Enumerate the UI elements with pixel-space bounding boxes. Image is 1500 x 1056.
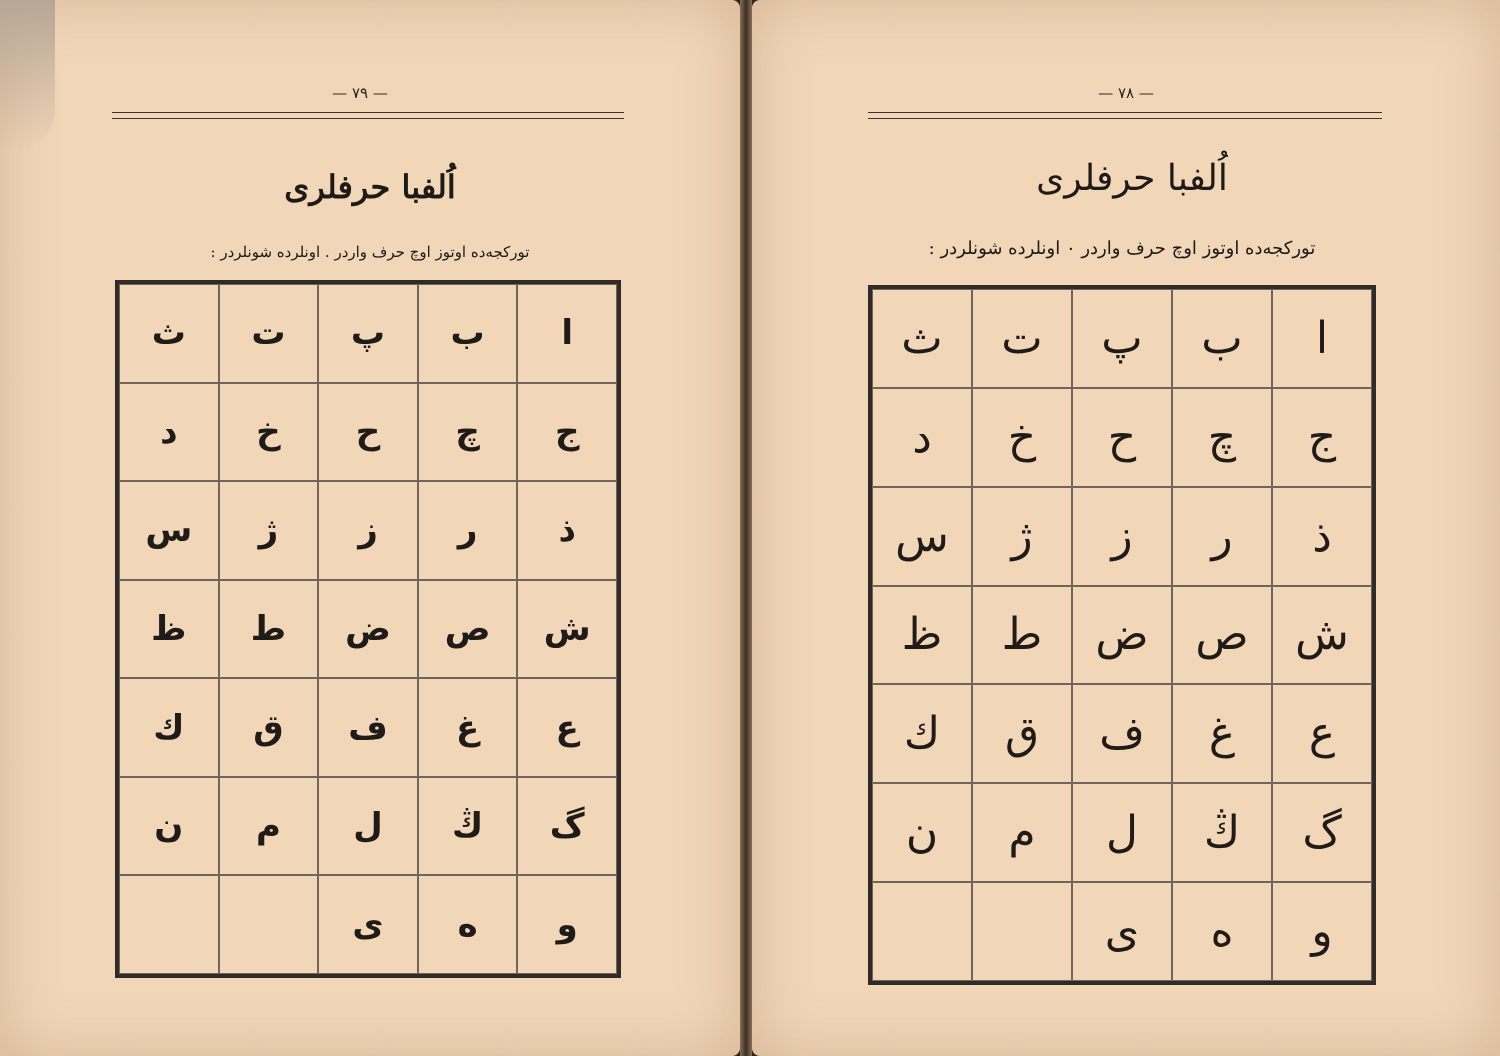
- letter-cell: ل: [318, 777, 418, 876]
- letter-cell: د: [119, 383, 219, 482]
- letter-cell: خ: [972, 388, 1072, 487]
- empty-cell: [119, 875, 219, 974]
- letter-cell: ه: [1172, 882, 1272, 981]
- letter-cell: و: [1272, 882, 1372, 981]
- page-subtitle: تورکجه‌ده اوتوز اوچ حرف واردر ۰ اونلرده شونلردر :: [928, 238, 1316, 259]
- letter-cell: ث: [872, 289, 972, 388]
- letter-cell: خ: [219, 383, 319, 482]
- alphabet-table: [868, 285, 1376, 985]
- letter-cell: م: [219, 777, 319, 876]
- letter-cell: ع: [1272, 684, 1372, 783]
- letter-cell: ح: [318, 383, 418, 482]
- header-rule: [868, 112, 1382, 119]
- letter-cell: س: [872, 487, 972, 586]
- letter-cell: ث: [119, 284, 219, 383]
- alphabet-table: [115, 280, 621, 978]
- letter-cell: ص: [1172, 586, 1272, 685]
- letter-cell: ر: [418, 481, 518, 580]
- letter-cell: ز: [1072, 487, 1172, 586]
- letter-cell: ز: [318, 481, 418, 580]
- letter-cell: ش: [1272, 586, 1372, 685]
- letter-cell: ظ: [119, 580, 219, 679]
- letter-cell: ج: [517, 383, 617, 482]
- worn-corner: [0, 0, 55, 150]
- letter-cell: ج: [1272, 388, 1372, 487]
- letter-cell: ف: [1072, 684, 1172, 783]
- letter-cell: ر: [1172, 487, 1272, 586]
- letter-cell: پ: [1072, 289, 1172, 388]
- letter-cell: ق: [972, 684, 1072, 783]
- letter-cell: غ: [418, 678, 518, 777]
- right-page: [752, 0, 1500, 1056]
- letter-cell: د: [872, 388, 972, 487]
- page-number: — ٧٩ —: [332, 84, 388, 102]
- letter-cell: ه: [418, 875, 518, 974]
- letter-cell: گ: [1272, 783, 1372, 882]
- letter-cell: ذ: [1272, 487, 1372, 586]
- letter-cell: ق: [219, 678, 319, 777]
- letter-cell: ت: [219, 284, 319, 383]
- left-page: [0, 0, 740, 1056]
- letter-cell: ی: [318, 875, 418, 974]
- letter-cell: م: [972, 783, 1072, 882]
- letter-cell: ط: [219, 580, 319, 679]
- letter-cell: س: [119, 481, 219, 580]
- letter-cell: گ: [517, 777, 617, 876]
- letter-cell: ژ: [219, 481, 319, 580]
- letter-cell: چ: [1172, 388, 1272, 487]
- letter-cell: پ: [318, 284, 418, 383]
- letter-cell: ژ: [972, 487, 1072, 586]
- letter-cell: ب: [1172, 289, 1272, 388]
- letter-cell: غ: [1172, 684, 1272, 783]
- letter-cell: چ: [418, 383, 518, 482]
- letter-cell: ح: [1072, 388, 1172, 487]
- page-title: اُلفبا حرفلری: [1036, 158, 1228, 199]
- letter-cell: ب: [418, 284, 518, 383]
- empty-cell: [872, 882, 972, 981]
- letter-cell: ت: [972, 289, 1072, 388]
- letter-cell: ن: [872, 783, 972, 882]
- letter-cell: ش: [517, 580, 617, 679]
- letter-cell: ص: [418, 580, 518, 679]
- book-gutter: [740, 0, 752, 1056]
- empty-cell: [219, 875, 319, 974]
- letter-cell: ن: [119, 777, 219, 876]
- letter-cell: ڭ: [418, 777, 518, 876]
- letter-cell: ذ: [517, 481, 617, 580]
- letter-cell: ض: [1072, 586, 1172, 685]
- empty-cell: [972, 882, 1072, 981]
- letter-cell: ظ: [872, 586, 972, 685]
- letter-cell: و: [517, 875, 617, 974]
- letter-cell: ط: [972, 586, 1072, 685]
- letter-cell: ل: [1072, 783, 1172, 882]
- header-rule: [112, 112, 624, 119]
- letter-cell: ا: [1272, 289, 1372, 388]
- letter-cell: ف: [318, 678, 418, 777]
- page-number: — ٧٨ —: [1098, 84, 1154, 102]
- letter-cell: ك: [119, 678, 219, 777]
- letter-cell: ع: [517, 678, 617, 777]
- letter-cell: ی: [1072, 882, 1172, 981]
- page-subtitle: تورکجه‌ده اوتوز اوچ حرف واردر . اونلرده شونلردر :: [210, 243, 530, 261]
- letter-cell: ك: [872, 684, 972, 783]
- letter-cell: ض: [318, 580, 418, 679]
- letter-cell: ڭ: [1172, 783, 1272, 882]
- page-title: اُلفبا حرفلری: [284, 168, 456, 206]
- letter-cell: ا: [517, 284, 617, 383]
